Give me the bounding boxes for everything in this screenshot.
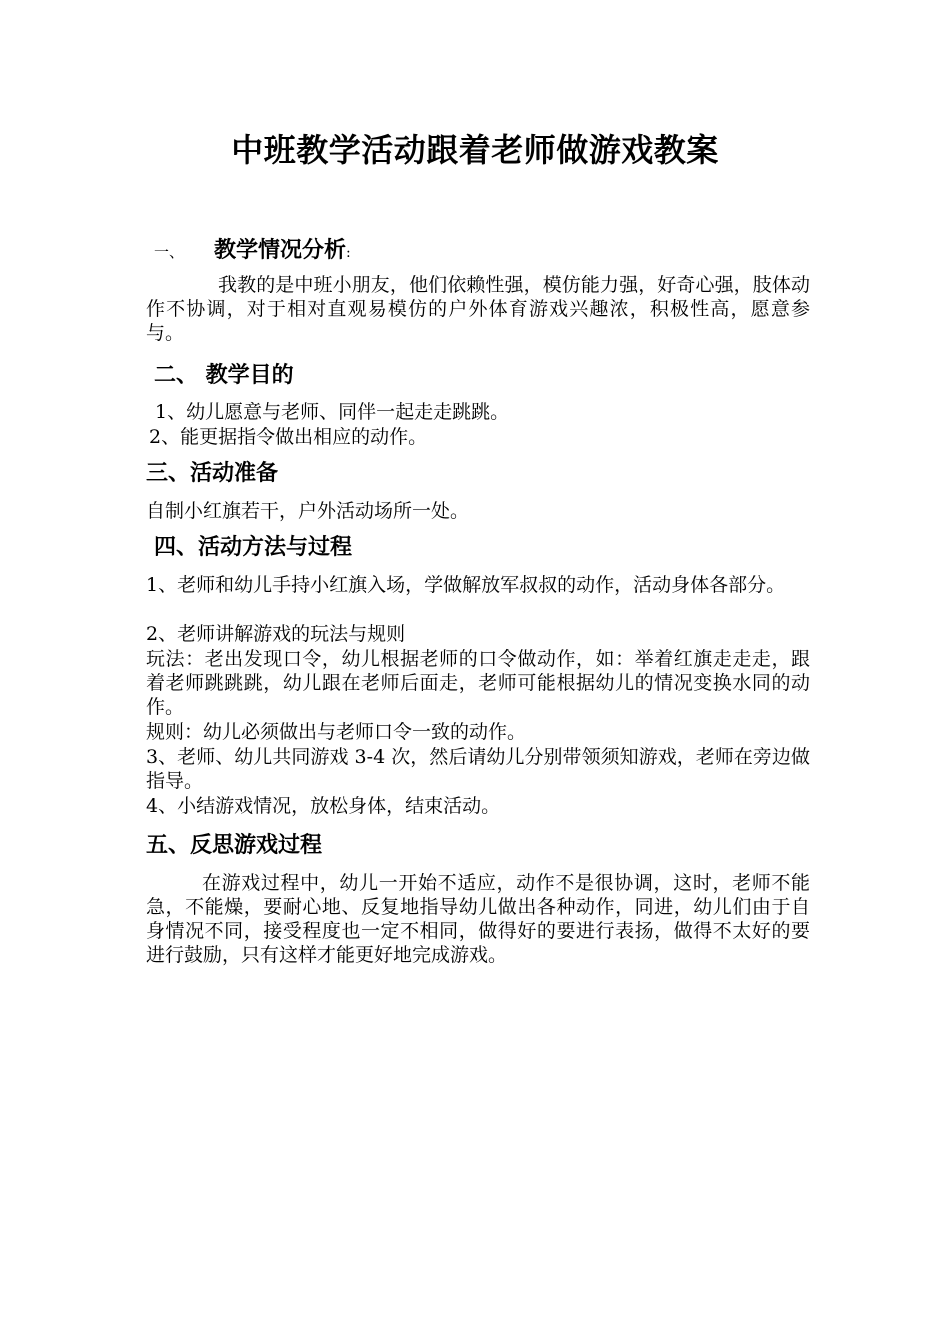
section-4-step-2: 2、老师讲解游戏的玩法与规则 — [146, 623, 406, 645]
section-2-item-1: 1、幼儿愿意与老师、同伴一起走走跳跳。 — [155, 401, 510, 423]
document-title: 中班教学活动跟着老师做游戏教案 — [231, 131, 719, 169]
section-4-step-4: 4、小结游戏情况，放松身体，结束活动。 — [146, 795, 501, 817]
section-1-body: 我教的是中班小朋友，他们依赖性强，模仿能力强，好奇心强，肢体动作不协调，对于相对直观易模仿的户外体育游戏兴趣浓，积极性高，愿意参与。 — [146, 274, 810, 344]
section-5-heading: 五、反思游戏过程 — [146, 832, 323, 858]
section-4-heading: 四、活动方法与过程 — [154, 534, 353, 560]
section-1-title: 教学情况分析 — [214, 237, 347, 263]
section-1-number: 一、 — [154, 243, 185, 261]
section-2-item-2: 2、能更据指令做出相应的动作。 — [149, 426, 428, 448]
section-4-rules: 规则：幼儿必须做出与老师口令一致的动作。 — [146, 721, 527, 743]
section-4-gameplay: 玩法：老出发现口令，幼儿根据老师的口令做动作，如：举着红旗走走走，跟着老师跳跳跳，幼儿跟在老师后面走，老师可能根据幼儿的情况变换水同的动作。 — [146, 648, 810, 718]
section-3-body: 自制小红旗若干，户外活动场所一处。 — [146, 500, 470, 522]
section-2-heading: 二、 教学目的 — [154, 362, 294, 388]
section-1-colon: : — [346, 245, 351, 261]
section-4-step-3: 3、老师、幼儿共同游戏 3-4 次，然后请幼儿分别带领须知游戏，老师在旁边做指导。 — [146, 746, 810, 792]
section-5-body: 在游戏过程中，幼儿一开始不适应，动作不是很协调，这时，老师不能急，不能燥，要耐心地、反复地指导幼儿做出各种动作，同进，幼儿们由于自身情况不同，接受程度也一定不相同，做得好的要进行表扬，做得不太好的要进行鼓励，只有这样才能更好地完成游戏。 — [146, 872, 810, 966]
section-4-step-1: 1、老师和幼儿手持小红旗入场，学做解放军叔叔的动作，活动身体各部分。 — [146, 574, 786, 596]
section-1-heading — [146, 235, 810, 268]
section-3-heading: 三、活动准备 — [146, 460, 279, 486]
